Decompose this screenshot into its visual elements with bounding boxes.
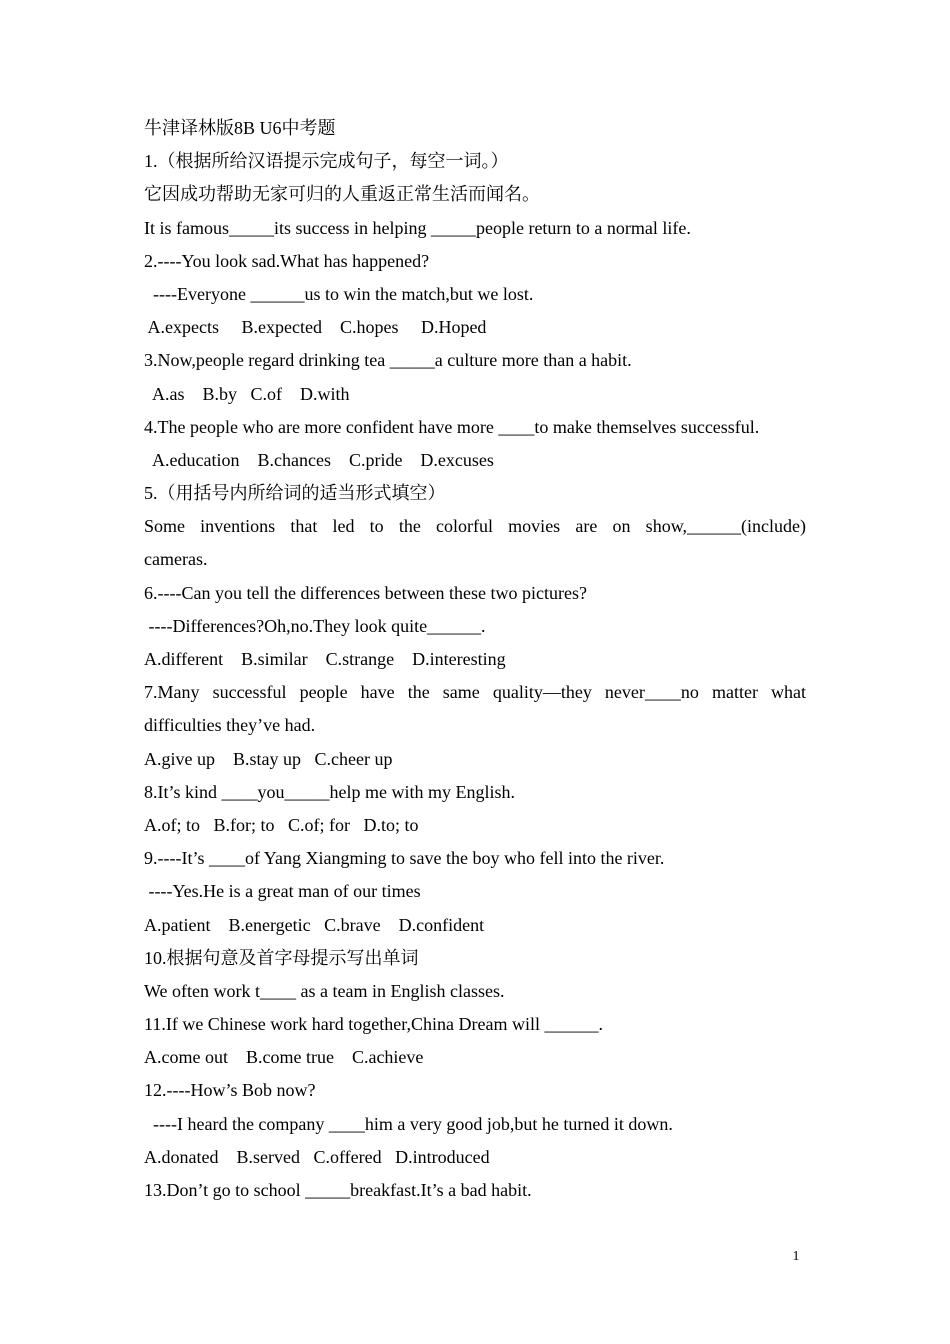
question-8-options: A.of; to B.for; to C.of; for D.to; to <box>144 814 419 835</box>
question-1-instruction: 1.（根据所给汉语提示完成句子，每空一词。） <box>144 151 509 172</box>
question-7-prompt-continued: difficulties they’ve had. <box>144 715 316 736</box>
question-4-options: A.education B.chances C.pride D.excuses <box>144 449 494 470</box>
question-7-prompt: 7.Many successful people have the same quality—they never____no matter what <box>144 682 806 703</box>
question-6-options: A.different B.similar C.strange D.interesting <box>144 649 506 669</box>
question-12-prompt: 12.----How’s Bob now? <box>144 1080 316 1101</box>
question-5-instruction: 5.（用括号内所给词的适当形式填空） <box>144 483 446 504</box>
question-7-options: A.give up B.stay up C.cheer up <box>144 748 393 769</box>
question-6-response: ----Differences?Oh,no.They look quite______. <box>144 615 486 636</box>
question-2-prompt: 2.----You look sad.What has happened? <box>144 250 430 271</box>
question-5-sentence: Some inventions that led to the colorful movies are on show,______(include) <box>144 516 806 537</box>
question-1-sentence: It is famous_____its success in helping _____people return to a normal life. <box>144 217 691 238</box>
question-9-options: A.patient B.energetic C.brave D.confident <box>144 914 485 935</box>
question-9-prompt: 9.----It’s ____of Yang Xiangming to save the boy who fell into the river. <box>144 848 665 869</box>
question-13-prompt: 13.Don’t go to school _____breakfast.It’s a bad habit. <box>144 1180 532 1200</box>
question-3-options: A.as B.by C.of D.with <box>144 383 350 404</box>
question-11-options: A.come out B.come true C.achieve <box>144 1047 424 1068</box>
question-9-response: ----Yes.He is a great man of our times <box>144 881 421 902</box>
question-12-options: A.donated B.served C.offered D.introduced <box>144 1146 490 1167</box>
document-title: 牛津译林版8B U6中考题 <box>144 118 336 138</box>
question-12-response: ----I heard the company ____him a very good job,but he turned it down. <box>144 1113 673 1134</box>
page-number: 1 <box>792 1249 800 1264</box>
document-body <box>144 112 806 1207</box>
question-4-prompt: 4.The people who are more confident have more ____to make themselves successful. <box>144 416 760 437</box>
question-6-prompt: 6.----Can you tell the differences between these two pictures? <box>144 582 587 603</box>
question-5-sentence-continued: cameras. <box>144 549 208 570</box>
question-11-prompt: 11.If we Chinese work hard together,China Dream will ______. <box>144 1014 603 1035</box>
question-2-options: A.expects B.expected C.hopes D.Hoped <box>144 317 487 338</box>
question-1-chinese-prompt: 它因成功帮助无家可归的人重返正常生活而闻名。 <box>144 184 540 205</box>
question-8-prompt: 8.It’s kind ____you_____help me with my English. <box>144 781 515 802</box>
question-3-prompt: 3.Now,people regard drinking tea _____a culture more than a habit. <box>144 350 632 371</box>
question-2-response: ----Everyone ______us to win the match,but we lost. <box>144 283 534 304</box>
question-10-sentence: We often work t____ as a team in English classes. <box>144 980 505 1001</box>
question-10-instruction: 10.根据句意及首字母提示写出单词 <box>144 947 419 968</box>
